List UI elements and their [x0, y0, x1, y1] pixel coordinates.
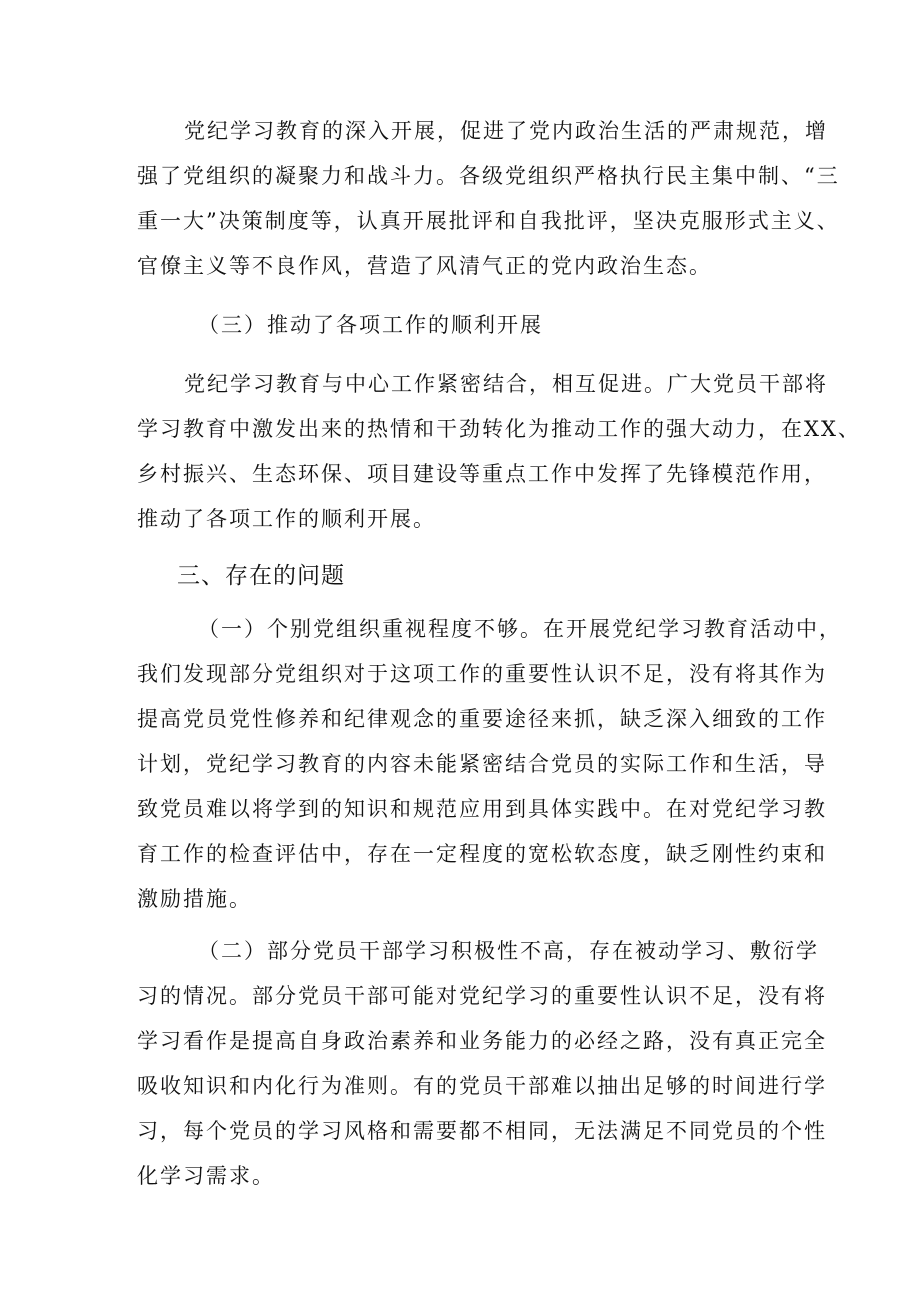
paragraph-line: 学习看作是提高自身政治素养和业务能力的必经之路，没有真正完全 — [137, 1029, 827, 1053]
paragraph-line: 党纪学习教育的深入开展，促进了党内政治生活的严肃规范，增 — [184, 119, 828, 143]
paragraph-line: 学习教育中激发出来的热情和干劲转化为推动工作的强大动力，在XX、 — [137, 417, 861, 441]
section-heading: 三、存在的问题 — [177, 563, 345, 589]
paragraph-line: 我们发现部分党组织对于这项工作的重要性认识不足，没有将其作为 — [137, 662, 827, 686]
paragraph-line: 激励措施。 — [137, 887, 252, 911]
paragraph-line: （二）部分党员干部学习积极性不高，存在被动学习、敷衍学 — [198, 939, 819, 963]
paragraph-line: 提高党员党性修养和纪律观念的重要途径来抓，缺乏深入细致的工作 — [137, 707, 827, 731]
paragraph-line: （一）个别党组织重视程度不够。在开展党纪学习教育活动中， — [198, 617, 842, 641]
paragraph-line: 推动了各项工作的顺利开展。 — [137, 507, 436, 531]
paragraph-line: 习，每个党员的学习风格和需要都不相同，无法满足不同党员的个性 — [137, 1119, 827, 1143]
paragraph-line: 吸收知识和内化行为准则。有的党员干部难以抽出足够的时间进行学 — [137, 1074, 827, 1098]
paragraph-line: 习的情况。部分党员干部可能对党纪学习的重要性认识不足，没有将 — [137, 984, 827, 1008]
paragraph-line: 化学习需求。 — [137, 1164, 275, 1188]
paragraph-line: 重一大”决策制度等，认真开展批评和自我批评，坚决克服形式主义、 — [137, 209, 840, 233]
paragraph-line: 强了党组织的凝聚力和战斗力。各级党组织严格执行民主集中制、“三 — [137, 164, 840, 188]
paragraph-line: 育工作的检查评估中，存在一定程度的宽松软态度，缺乏刚性约束和 — [137, 842, 827, 866]
subheading-3: （三）推动了各项工作的顺利开展 — [198, 313, 543, 337]
paragraph-line: 党纪学习教育与中心工作紧密结合，相互促进。广大党员干部将 — [184, 372, 828, 396]
paragraph-line: 乡村振兴、生态环保、项目建设等重点工作中发挥了先锋模范作用， — [137, 462, 827, 486]
paragraph-line: 致党员难以将学到的知识和规范应用到具体实践中。在对党纪学习教 — [137, 797, 827, 821]
paragraph-line: 官僚主义等不良作风，营造了风清气正的党内政治生态。 — [137, 254, 712, 278]
paragraph-line: 计划，党纪学习教育的内容未能紧密结合党员的实际工作和生活，导 — [137, 752, 827, 776]
